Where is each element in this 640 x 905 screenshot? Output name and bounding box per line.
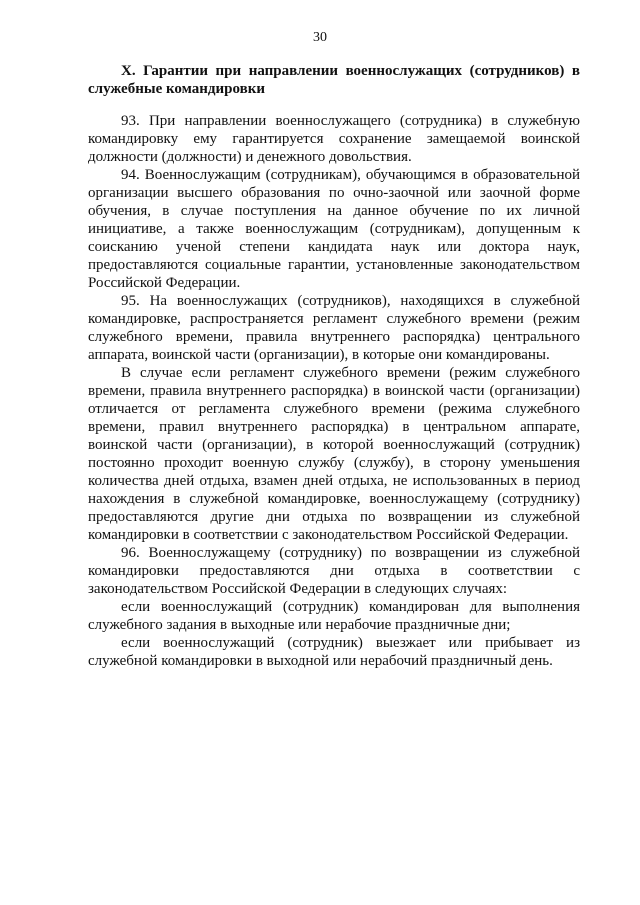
paragraph-96: 96. Военнослужащему (сотруднику) по возвращении из служебной командировки предоставляются дни отдыха в соответствии с законодательством Российской Федерации в следующих случаях:	[88, 545, 580, 597]
section-heading: X. Гарантии при направлении военнослужащих (сотрудников) в служебные командировки	[88, 63, 580, 97]
page-number: 30	[313, 30, 327, 45]
document-content	[88, 62, 580, 670]
paragraph-95: 95. На военнослужащих (сотрудников), находящихся в служебной командировке, распространяется регламент служебного времени (режим служебного времени, правила внутреннего распорядка) центрального аппарата, воинской части (организации), в которые они командированы.	[88, 293, 580, 363]
paragraph-96-case-2: если военнослужащий (сотрудник) выезжает или прибывает из служебной командировки в выходной или нерабочий праздничный день.	[88, 635, 580, 669]
paragraph-96-case-1: если военнослужащий (сотрудник) командирован для выполнения служебного задания в выходные или нерабочие праздничные дни;	[88, 599, 580, 633]
paragraph-94: 94. Военнослужащим (сотрудникам), обучающимся в образовательной организации высшего образования по очно-заочной или заочной форме обучения, в случае поступления на данное обучение по их личной инициативе, а также военнослужащим (сотрудникам), допущенным к соисканию ученой степени кандидата наук или доктора наук, предоставляются социальные гарантии, установленные законодательством Российской Федерации.	[88, 167, 580, 291]
section-body	[88, 112, 580, 670]
paragraph-95-continuation: В случае если регламент служебного времени (режим служебного времени, правила внутреннего распорядка) в воинской части (организации) отличается от регламента служебного времени (режима служебного времени, правил внутреннего распорядка) в центральном аппарате, воинской части (организации), в которой военнослужащий (сотрудник) постоянно проходит военную службу (службу), в сторону уменьшения количества дней отдыха, взамен дней отдыха, не использованных в период нахождения в служебной командировке, военнослужащему (сотруднику) предоставляются другие дни отдыха по возвращении из служебной командировки в соответствии с законодательством Российской Федерации.	[88, 365, 580, 543]
paragraph-93: 93. При направлении военнослужащего (сотрудника) в служебную командировку ему гарантируется сохранение замещаемой воинской должности (должности) и денежного довольствия.	[88, 113, 580, 165]
